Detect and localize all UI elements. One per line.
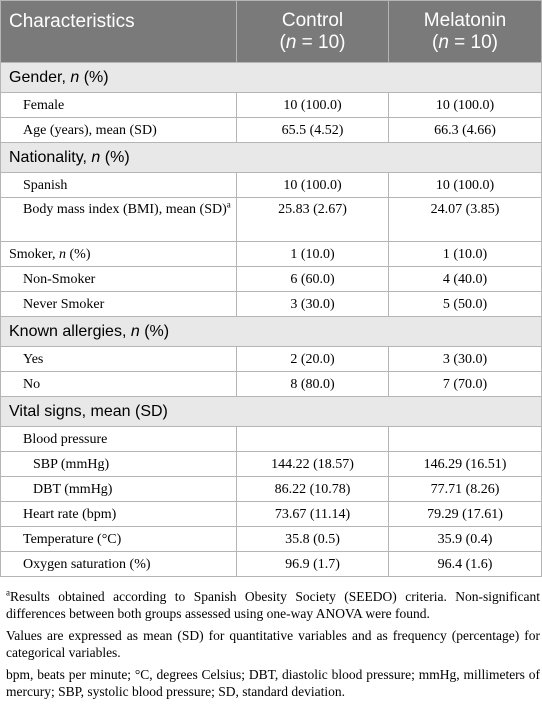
row-label: Non-Smoker xyxy=(1,267,237,292)
header-characteristics: Characteristics xyxy=(1,1,237,63)
section-gender xyxy=(1,63,542,93)
table-row xyxy=(1,292,542,317)
header-control-count: = 10) xyxy=(296,31,346,53)
smoker-suffix: (%) xyxy=(66,246,91,262)
table-row xyxy=(1,93,542,118)
control-value: 3 (30.0) xyxy=(237,292,389,317)
table-row xyxy=(1,527,542,552)
row-label: Female xyxy=(1,93,237,118)
control-value: 86.22 (10.78) xyxy=(237,477,389,502)
table-row xyxy=(1,242,542,267)
header-control-title: Control xyxy=(281,9,344,31)
header-melatonin-n: n xyxy=(438,31,449,53)
row-label: Temperature (°C) xyxy=(1,527,237,552)
melatonin-value: 7 (70.0) xyxy=(389,372,542,397)
table-header-row xyxy=(1,1,542,63)
control-value: 25.83 (2.67) xyxy=(237,198,389,242)
table-row xyxy=(1,552,542,577)
table-row xyxy=(1,118,542,143)
control-value: 35.8 (0.5) xyxy=(237,527,389,552)
section-text: Gender, xyxy=(9,68,71,86)
table-row xyxy=(1,347,542,372)
section-suffix: (%) xyxy=(139,322,170,340)
table-row xyxy=(1,267,542,292)
table-row xyxy=(1,372,542,397)
header-control: Control (n = 10) xyxy=(237,1,389,63)
smoker-label: Smoker, xyxy=(9,246,59,262)
footnote-values: Values are expressed as mean (SD) for quantitative variables and as frequency (percentage) for categorical variables. xyxy=(6,628,540,660)
header-melatonin-title: Melatonin xyxy=(423,9,507,31)
control-value: 6 (60.0) xyxy=(237,267,389,292)
section-nationality-label xyxy=(1,143,542,173)
control-value: 65.5 (4.52) xyxy=(237,118,389,143)
table-row xyxy=(1,477,542,502)
melatonin-value: 4 (40.0) xyxy=(389,267,542,292)
table-row xyxy=(1,198,542,242)
table-row xyxy=(1,173,542,198)
row-label: Blood pressure xyxy=(1,427,237,452)
table-row xyxy=(1,452,542,477)
melatonin-value: 77.71 (8.26) xyxy=(389,477,542,502)
section-n: n xyxy=(130,322,140,340)
section-gender-label xyxy=(1,63,542,93)
table-footnotes xyxy=(6,588,540,705)
melatonin-value: 66.3 (4.66) xyxy=(389,118,542,143)
control-value: 1 (10.0) xyxy=(237,242,389,267)
footnote-a xyxy=(6,588,540,622)
melatonin-value: 35.9 (0.4) xyxy=(389,527,542,552)
melatonin-value: 24.07 (3.85) xyxy=(389,198,542,242)
melatonin-value: 146.29 (16.51) xyxy=(389,452,542,477)
melatonin-value: 5 (50.0) xyxy=(389,292,542,317)
melatonin-value: 3 (30.0) xyxy=(389,347,542,372)
row-label: Spanish xyxy=(1,173,237,198)
section-n: n xyxy=(70,68,80,86)
row-label: Never Smoker xyxy=(1,292,237,317)
section-vitals-label: Vital signs, mean (SD) xyxy=(1,397,542,427)
section-text: Known allergies, xyxy=(9,322,131,340)
row-label xyxy=(1,198,237,242)
section-allergies-label xyxy=(1,317,542,347)
table-row xyxy=(1,502,542,527)
row-label: Yes xyxy=(1,347,237,372)
melatonin-value xyxy=(389,427,542,452)
section-n: n xyxy=(91,148,101,166)
control-value: 10 (100.0) xyxy=(237,173,389,198)
melatonin-value: 96.4 (1.6) xyxy=(389,552,542,577)
section-nationality xyxy=(1,143,542,173)
control-value: 10 (100.0) xyxy=(237,93,389,118)
melatonin-value: 10 (100.0) xyxy=(389,173,542,198)
row-label: DBT (mmHg) xyxy=(1,477,237,502)
footnote-a-marker: a xyxy=(6,587,10,598)
section-allergies xyxy=(1,317,542,347)
bmi-label: Body mass index (BMI), mean (SD) xyxy=(23,202,227,217)
control-value: 144.22 (18.57) xyxy=(237,452,389,477)
row-label: Oxygen saturation (%) xyxy=(1,552,237,577)
row-label: Heart rate (bpm) xyxy=(1,502,237,527)
footnote-marker: a xyxy=(226,199,231,210)
section-text: Nationality, xyxy=(9,148,92,166)
row-label: No xyxy=(1,372,237,397)
footnote-abbreviations: bpm, beats per minute; °C, degrees Celsius; DBT, diastolic blood pressure; mmHg, millimeters of mercury; SBP, systolic blood pressure; SD, standard deviation. xyxy=(6,667,540,699)
row-label xyxy=(1,242,237,267)
row-label: Age (years), mean (SD) xyxy=(1,118,237,143)
section-vitals xyxy=(1,397,542,427)
section-suffix: (%) xyxy=(100,148,130,166)
header-melatonin-count: = 10) xyxy=(448,31,499,53)
header-control-n: n xyxy=(285,31,297,53)
footnote-a-text: Results obtained according to Spanish Obesity Society (SEEDO) criteria. Non-significant differences between both groups assessed using one-way ANOVA were found. xyxy=(6,589,540,621)
melatonin-value: 10 (100.0) xyxy=(389,93,542,118)
melatonin-value: 1 (10.0) xyxy=(389,242,542,267)
control-value: 73.67 (11.14) xyxy=(237,502,389,527)
control-value: 8 (80.0) xyxy=(237,372,389,397)
section-suffix: (%) xyxy=(79,68,109,86)
table-row xyxy=(1,427,542,452)
header-melatonin: Melatonin (n = 10) xyxy=(389,1,542,63)
control-value: 2 (20.0) xyxy=(237,347,389,372)
smoker-n: n xyxy=(59,246,66,262)
control-value: 96.9 (1.7) xyxy=(237,552,389,577)
row-label: SBP (mmHg) xyxy=(1,452,237,477)
melatonin-value: 79.29 (17.61) xyxy=(389,502,542,527)
control-value xyxy=(237,427,389,452)
